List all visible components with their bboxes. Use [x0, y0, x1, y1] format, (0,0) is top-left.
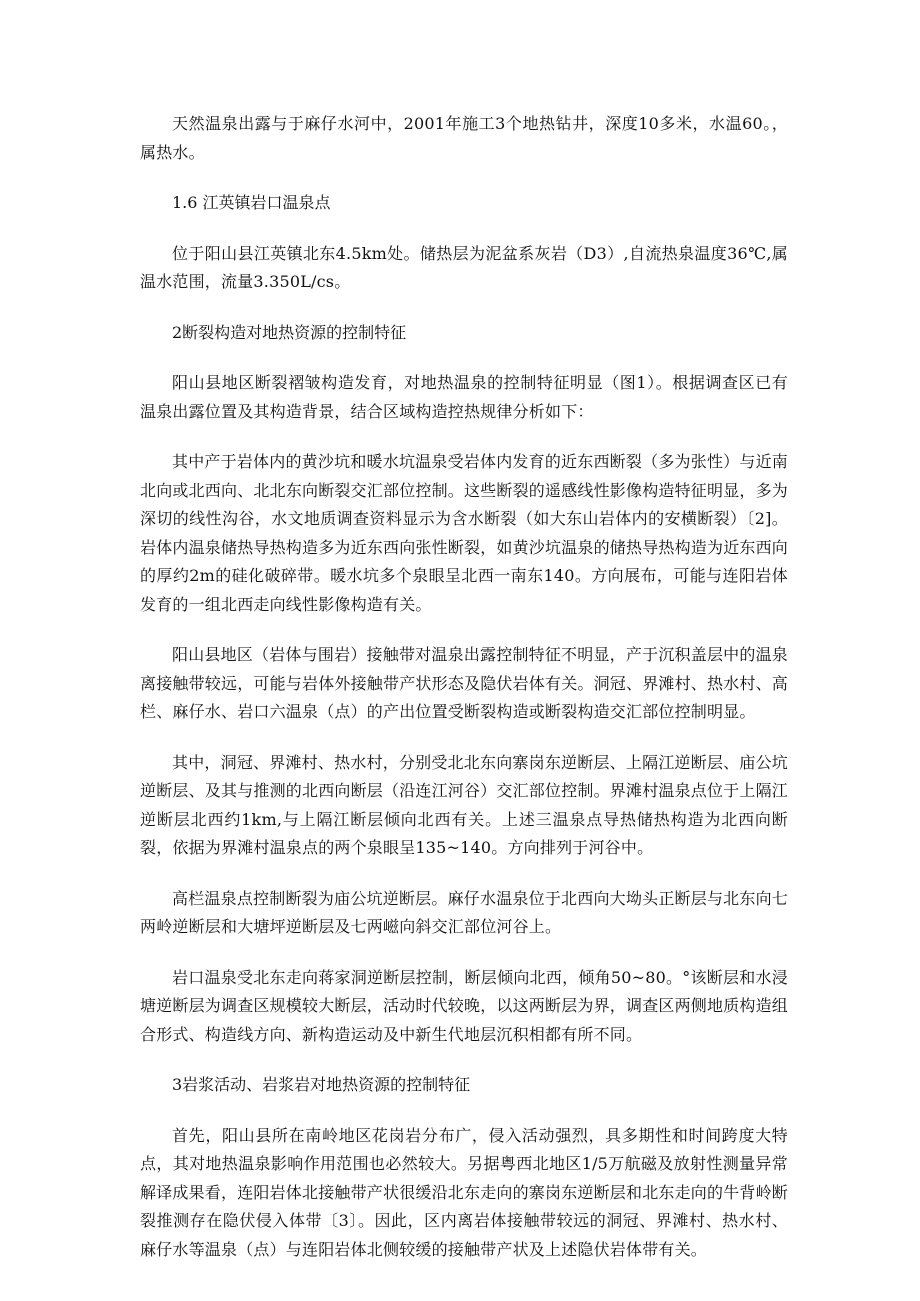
paragraph-contact-zone: 阳山县地区（岩体与围岩）接触带对温泉出露控制特征不明显，产于沉积盖层中的温泉离接触带较远，可能与岩体外接触带产状形态及隐伏岩体有关。洞冠、界滩村、热水村、高栏、麻仔水、岩口六温泉（点）的产出位置受断裂构造或断裂构造交汇部位控制明显。 [140, 645, 789, 721]
paragraph-fault-overview: 阳山县地区断裂褶皱构造发育，对地热温泉的控制特征明显（图1）。根据调查区已有温泉出露位置及其构造背景，结合区域构造控热规律分析如下： [140, 373, 788, 421]
paragraph-rock-body-springs: 其中产于岩体内的黄沙坑和暖水坑温泉受岩体内发育的近东西断裂（多为张性）与近南北向或北西向、北北东向断裂交汇部位控制。这些断裂的遥感线性影像构造特征明显，多为深切的线性沟谷，水文地质调查资料显示为含水断裂（如大东山岩体内的安横断裂）〔2]。岩体内温泉储热导热构造多为近东西向张性断裂，如黄沙坑温泉的储热导热构造为近东西向的厚约2m的硅化破碎带。暖水坑多个泉眼呈北西一南东140。方向展布，可能与连阳岩体发育的一组北西走向线性影像构造有关。 [140, 452, 789, 614]
section-heading-2: 2断裂构造对地热资源的控制特征 [172, 322, 407, 342]
document-page [140, 110, 788, 1286]
paragraph-magmatic-activity: 首先，阳山县所在南岭地区花岗岩分布广，侵入活动强烈，具多期性和时间跨度大特点，其对地热温泉影响作用范围也必然较大。另据粤西北地区1/5万航磁及放射性测量异常解译成果看，连阳岩体北接触带产状很缓沿北东走向的寨岗东逆断层和北东走向的牛背岭断裂推测存在隐伏侵入体带〔3〕。因此，区内离岩体接触带较远的洞冠、界滩村、热水村、麻仔水等温泉（点）与连阳岩体北侧较缓的接触带产状及上述隐伏岩体带有关。 [140, 1125, 789, 1259]
section-heading-3: 3岩浆活动、岩浆岩对地热资源的控制特征 [172, 1075, 471, 1094]
paragraph-yankou-location: 位于阳山县江英镇北东4.5km处。储热层为泥盆系灰岩（D3）,自流热泉温度36℃,属温水范围，流量3.350L/cs。 [140, 243, 788, 291]
paragraph-hot-spring-maizaishui: 天然温泉出露与于麻仔水河中，2001年施工3个地热钻井，深度10多米，水温60。，属热水。 [140, 114, 788, 162]
paragraph-gaolan-maizaishui: 高栏温泉点控制断裂为庙公坑逆断层。麻仔水温泉位于北西向大坳头正断层与北东向七两岭逆断层和大塘坪逆断层及七两嵫向斜交汇部位河谷上。 [140, 888, 788, 936]
paragraph-fault-intersections: 其中，洞冠、界滩村、热水村，分别受北北东向寨岗东逆断层、上隔江逆断层、庙公坑逆断层、及其与推测的北西向断层（沿连江河谷）交汇部位控制。界滩村温泉点位于上隔江逆断层北西约1km,与上隔江断层倾向北西有关。上述三温泉点导热储热构造为北西向断裂，依据为界滩村温泉点的两个泉眼呈135~140。方向排列于河谷中。 [140, 752, 789, 857]
paragraph-yankou-fault: 岩口温泉受北东走向蒋家洞逆断层控制，断层倾向北西，倾角50~80。°该断层和水浸塘逆断层为调查区规模较大断层，活动时代较晚，以这两断层为界，调查区两侧地质构造组合形式、构造线方向、新构造运动及中新生代地层沉积相都有所不同。 [140, 967, 789, 1044]
section-heading-1-6: 1.6 江英镇岩口温泉点 [172, 193, 331, 212]
